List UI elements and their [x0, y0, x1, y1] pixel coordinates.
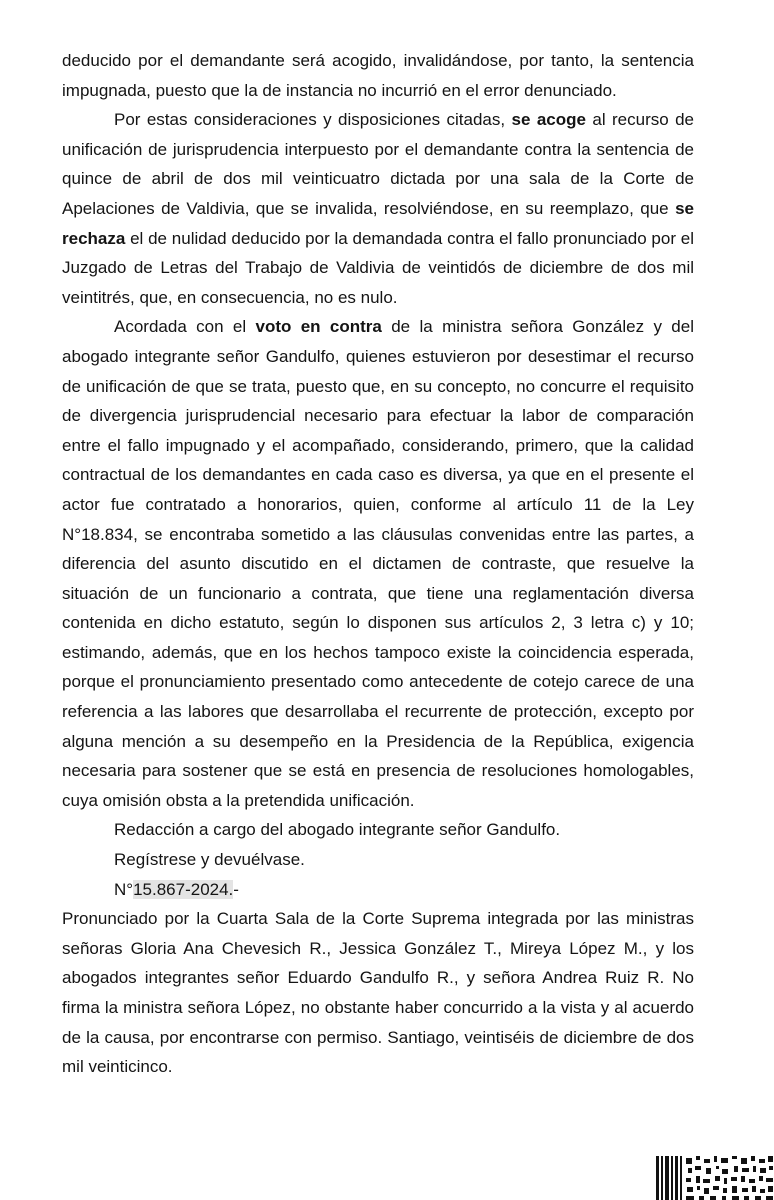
document-body [62, 46, 694, 1082]
resolution-text-2: al recurso de unificación de jurisprudencia interpuesto por el demandante contra la sentencia de quince de abril de dos mil veinticuatro dictada por una sala de la Corte de Apelaciones de Valdivia, que se invalida, resolviéndose, en su reemplazo, que [62, 110, 695, 218]
qr-code-icon [656, 1156, 774, 1200]
paragraph-conclusion: deducido por el demandante será acogido, invalidándose, por tanto, la sentencia impugnada, puesto que la de instancia no incurrió en el error denunciado. [62, 51, 694, 100]
case-number-value: 15.867-2024. [133, 879, 234, 899]
case-number-prefix: N° [114, 879, 134, 899]
dissent-bold-voto-en-contra: voto en contra [255, 317, 382, 337]
resolution-bold-se-rechaza: se rechaza [62, 198, 694, 248]
resolution-text-3: el de nulidad deducido por la demandada contra el fallo pronunciado por el Juzgado de Letras del Trabajo de Valdivia de veintidós de diciembre de dos mil veintitrés, que, en consecuencia, no es nulo. [62, 228, 694, 307]
paragraph-register: Regístrese y devuélvase. [114, 850, 305, 870]
paragraph-dissent [62, 312, 694, 815]
resolution-text-1: Por estas consideraciones y disposiciones citadas, [114, 110, 512, 130]
resolution-bold-se-acoge: se acoge [511, 110, 586, 130]
dissent-text-1: Acordada con el [114, 317, 256, 337]
case-number-suffix: - [233, 879, 239, 899]
paragraph-redaction: Redacción a cargo del abogado integrante señor Gandulfo. [114, 820, 561, 840]
paragraph-pronounced: Pronunciado por la Cuarta Sala de la Corte Suprema integrada por las ministras señoras Gloria Ana Chevesich R., Jessica González T., Mireya López M., y los abogados integrantes señor Eduardo Gandulfo R., y señora Andrea Ruiz R. No firma la ministra señora López, no obstante haber concurrido a la vista y al acuerdo de la causa, por encontrarse con permiso. Santiago, veintiséis de diciembre de dos mil veinticinco. [62, 909, 694, 1077]
case-number [62, 875, 694, 905]
dissent-text-2: de la ministra señora González y del abogado integrante señor Gandulfo, quienes estuvieron por desestimar el recurso de unificación de que se trata, puesto que, en su concepto, no concurre el requisito de divergencia jurisprudencial necesario para efectuar la labor de comparación entre el fallo impugnado y el acompañado, considerando, primero, que la calidad contractual de los demandantes en cada caso es diversa, ya que en el presente el actor fue contratado a honorarios, quien, conforme al artículo 11 de la Ley N°18.834, se encontraba sometido a las cláusulas convenidas entre las partes, a diferencia del asunto discutido en el dictamen de contraste, que resuelve la situación de un funcionario a contrata, que tiene una reglamentación diversa contenida en dicho estatuto, según lo disponen sus artículos 2, 3 letra c) y 10; estimando, además, que en los hechos tampoco existe la coincidencia esperada, porque el pronunciamiento presentado como antecedente de cotejo carece de una referencia a las labores que desarrollaba el recurrente de protección, excepto por alguna mención a su desempeño en la Presidencia de la República, exigencia necesaria para sostener que se está en presencia de resoluciones homologables, cuya omisión obsta a la pretendida unificación. [62, 317, 694, 810]
paragraph-resolution [62, 105, 694, 312]
